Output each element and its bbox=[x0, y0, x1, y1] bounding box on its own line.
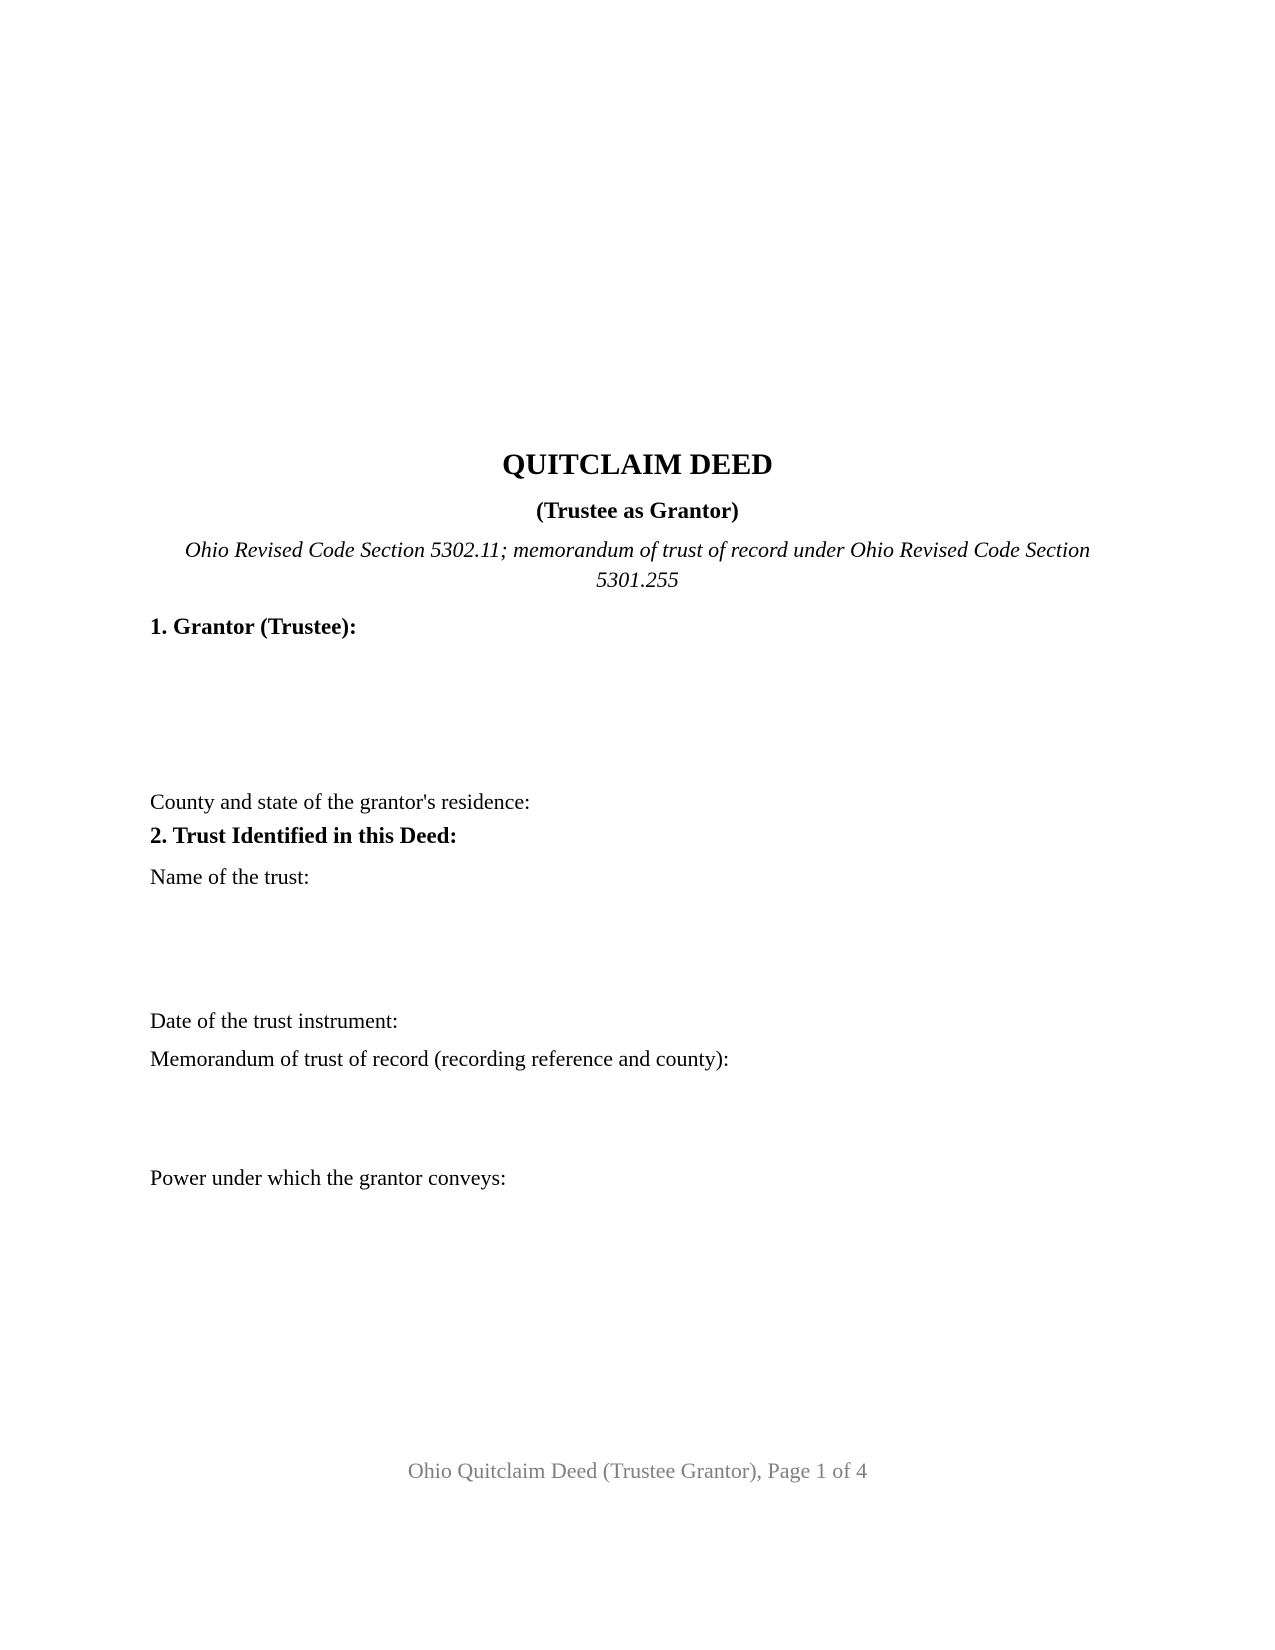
grantor-residence-label: County and state of the grantor's residence: bbox=[150, 789, 531, 814]
section-2-heading: 2. Trust Identified in this Deed: bbox=[150, 823, 458, 848]
page-footer: Ohio Quitclaim Deed (Trustee Grantor), Page 1 of 4 bbox=[407, 1458, 868, 1483]
memorandum-label: Memorandum of trust of record (recording reference and county): bbox=[150, 1046, 730, 1071]
document-subtitle: (Trustee as Grantor) bbox=[536, 498, 739, 523]
power-label: Power under which the grantor conveys: bbox=[150, 1165, 507, 1190]
trust-date-label: Date of the trust instrument: bbox=[150, 1008, 399, 1033]
trust-name-label: Name of the trust: bbox=[150, 864, 310, 889]
document-title: QUITCLAIM DEED bbox=[502, 448, 773, 481]
section-1-heading: 1. Grantor (Trustee): bbox=[150, 614, 357, 639]
statute-reference: Ohio Revised Code Section 5302.11; memorandum of trust of record under Ohio Revised Code Section 5301.255 bbox=[184, 537, 1091, 592]
